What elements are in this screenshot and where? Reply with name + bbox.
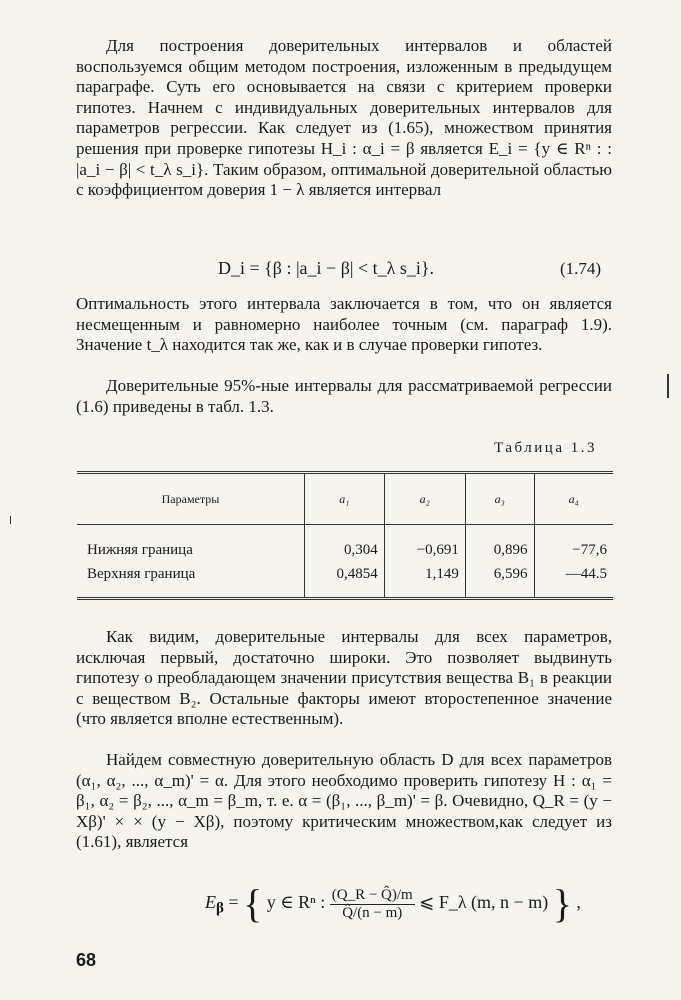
table-cell: 6,596 [465,562,534,599]
formula-lhs: E [205,892,216,913]
fraction-numerator: (Q_R − Q̂)/m [331,886,413,903]
margin-mark [10,516,11,524]
header-a1: a₁ [305,473,385,525]
formula-rhs: ⩽ F_λ (m, n − m) [419,892,549,913]
table-header-row [77,473,613,525]
table-row [77,562,613,599]
row-label: Нижняя граница [87,541,193,558]
equation-number: (1.74) [560,259,602,278]
formula-set: y ∈ Rⁿ : [266,892,326,913]
header-parameters: Параметры [161,491,220,506]
formula-1-74: D_i = {β : |a_i − β| < t_λ s_i}. [218,258,434,278]
table-cell: 1,149 [384,562,465,599]
header-a2: a₂ [384,473,465,525]
margin-mark [667,374,669,398]
brace-open: { [243,881,263,926]
confidence-interval-table [77,471,613,600]
fraction-denominator: Q̂/(n − m) [342,904,403,921]
paragraph-joint-region: Найдем совместную доверительную область D для всех параметров (α₁, α₂, ..., α_m)' = α. Для этого необходимо проверить гипотезу H : α₁ = β₁, α₂ = β₂, ..., α_m = β_m, т. е. α = (β₁, ..., β_m)' = β. Очевидно, Q_R = (y − Xβ)' × × (y − Xβ), поэтому критическим множеством,как следует из (1.61), является [76,750,612,852]
header-a3: a₃ [465,473,534,525]
formula-eq: = [228,892,239,913]
row-label: Верхняя граница [87,565,196,582]
formula-lhs-sub: β [216,900,224,917]
formula-joint-region [205,881,581,926]
page-number: 68 [76,950,97,970]
brace-close: } [552,881,572,926]
table-cell: —44.5 [534,562,613,599]
paragraph-conclusion: Как видим, доверительные интервалы для всех параметров, исключая первый, достаточно широки. Это позволяет выдвинуть гипотезу о преобладающем значении присутствия вещества B₁ в реакции с веществом B₂. Остальные факторы имеют второстепенное значение (что является вполне естественным). [76,627,612,729]
table-cell: 0,896 [465,525,534,563]
paragraph-optimality: Оптимальность этого интервала заключается в том, что он является несмещенным и равномерно наиболее точным (см. параграф 1.9). Значение t_λ находится так же, как и в случае проверки гипотез. [76,294,612,355]
formula-fraction [330,887,415,922]
formula-tail: , [576,892,581,913]
table-cell: 0,304 [305,525,385,563]
table-caption: Таблица 1.3 [494,440,597,456]
table-cell: 0,4854 [305,562,385,599]
table-cell: −77,6 [534,525,613,563]
table-row [77,525,613,563]
paragraph-intro: Для построения доверительных интервалов и областей воспользуемся общим методом построения, изложенным в предыдущем параграфе. Суть его основывается на связи с критерием проверки гипотез. Начнем с индивидуальных доверительных интервалов для параметров регрессии. Как следует из (1.65), множеством принятия решения при проверке гипотезы H_i : α_i = β является E_i = {y ∈ Rⁿ : : |a_i − β| < t_λ s_i}. Таким образом, оптимальной доверительной областью с коэффициентом доверия 1 − λ является интервал [76,36,612,200]
header-a4: a₄ [534,473,613,525]
paragraph-table-ref: Доверительные 95%-ные интервалы для рассматриваемой регрессии (1.6) приведены в табл. 1.3. [76,376,612,416]
table-cell: −0,691 [384,525,465,563]
